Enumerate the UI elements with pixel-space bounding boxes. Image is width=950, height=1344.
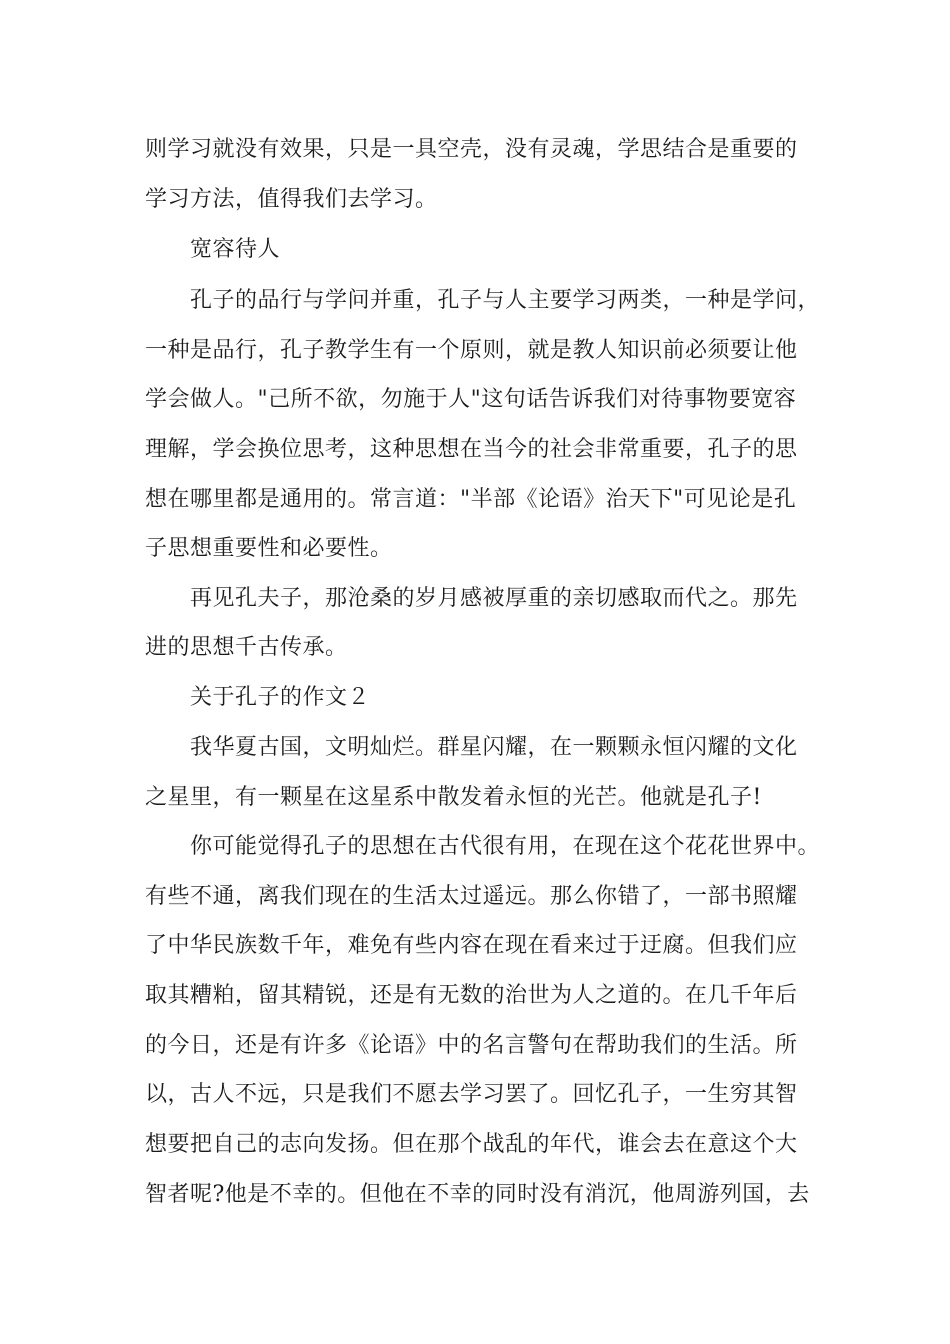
- body-text-line: 进的思想千古传承。: [145, 635, 348, 660]
- body-text-line: 学习方法，值得我们去学习。: [145, 187, 438, 212]
- body-text-line: 子思想重要性和必要性。: [145, 536, 393, 561]
- body-text-line: 想要把自己的志向发扬。但在那个战乱的年代，谁会去在意这个大: [145, 1132, 798, 1157]
- body-text-line: 你可能觉得孔子的思想在古代很有用，在现在这个花花世界中。: [190, 834, 821, 859]
- body-text-line: 之星里，有一颗星在这星系中散发着永恒的光芒。他就是孔子!: [145, 785, 762, 810]
- body-text-line: 想在哪里都是通用的。常言道："半部《论语》治天下"可见论是孔: [145, 487, 797, 512]
- body-text-line: 理解，学会换位思考，这种思想在当今的社会非常重要，孔子的思: [145, 437, 798, 462]
- body-text-line: 我华夏古国，文明灿烂。群星闪耀，在一颗颗永恒闪耀的文化: [190, 735, 798, 760]
- body-text-line: 再见孔夫子，那沧桑的岁月感被厚重的亲切感取而代之。那先: [190, 586, 798, 611]
- body-text-line: 了中华民族数千年，难免有些内容在现在看来过于迂腐。但我们应: [145, 933, 798, 958]
- section-heading: 宽容待人: [190, 237, 281, 262]
- essay-title: 关于孔子的作文２: [190, 685, 371, 710]
- body-text-line: 有些不通，离我们现在的生活太过遥远。那么你错了，一部书照耀: [145, 884, 798, 909]
- body-text-line: 则学习就没有效果，只是一具空壳，没有灵魂，学思结合是重要的: [145, 137, 798, 162]
- body-text-line: 的今日，还是有许多《论语》中的名言警句在帮助我们的生活。所: [145, 1033, 798, 1058]
- body-text-line: 智者呢?他是不幸的。但他在不幸的同时没有消沉，他周游列国，去: [145, 1182, 810, 1207]
- body-text-line: 学会做人。"己所不欲，勿施于人"这句话告诉我们对待事物要宽容: [145, 387, 797, 412]
- body-text-line: 取其糟粕，留其精锐，还是有无数的治世为人之道的。在几千年后: [145, 983, 798, 1008]
- body-text-line: 孔子的品行与学问并重，孔子与人主要学习两类，一种是学问，: [190, 288, 821, 313]
- body-text-line: 一种是品行，孔子教学生有一个原则，就是教人知识前必须要让他: [145, 338, 798, 363]
- body-text-line: 以，古人不远，只是我们不愿去学习罢了。回忆孔子，一生穷其智: [145, 1082, 798, 1107]
